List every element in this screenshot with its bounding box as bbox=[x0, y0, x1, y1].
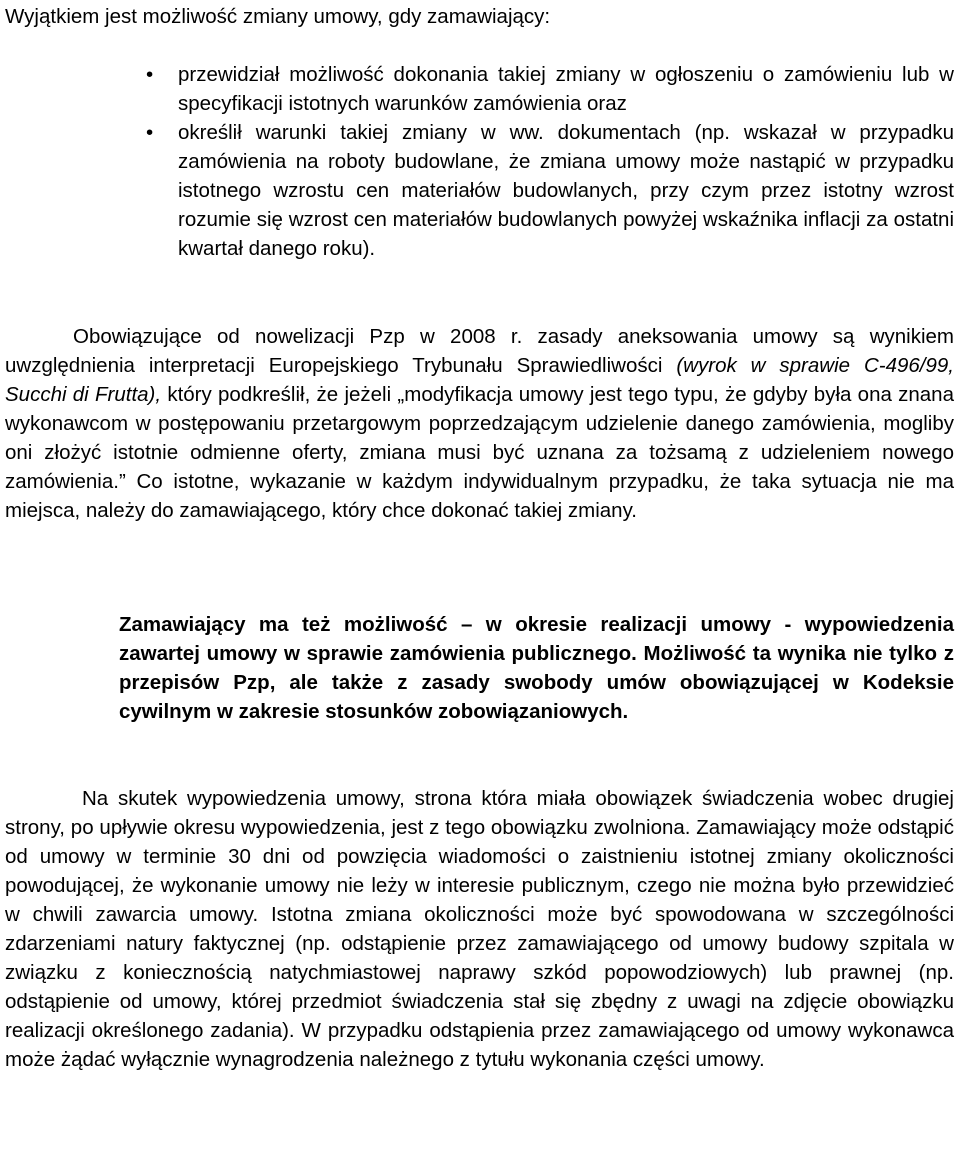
paragraph-termination-effects: Na skutek wypowiedzenia umowy, strona która miała obowiązek świadczenia wobec drugiej strony, po upływie okresu wypowiedzenia, jest z tego obowiązku zwolniona. Zamawiający może odstąpić od umowy w terminie 30 dni od powzięcia wiadomości o zaistnieniu istotnej zmiany okoliczności powodującej, że wykonanie umowy nie leży w interesie publicznym, czego nie można było przewidzieć w chwili zawarcia umowy. Istotna zmiana okoliczności może być spowodowana w szczególności zdarzeniami natury faktycznej (np. odstąpienie przez zamawiającego od umowy budowy szpitala w związku z koniecznością natychmiastowej naprawy szkód popowodziowych) lub prawnej (np. odstąpienie od umowy, której przedmiot świadczenia stał się zbędny z uwagi na zdjęcie obowiązku realizacji określonego zadania). W przypadku odstąpienia przez zamawiającego od umowy wykonawca może żądać wyłącznie wynagrodzenia należnego z tytułu wykonania części umowy. bbox=[5, 787, 954, 1071]
paragraph-termination-bold: Zamawiający ma też możliwość – w okresie realizacji umowy - wypowiedzenia zawartej umowy w sprawie zamówienia publicznego. Możliwość ta wynika nie tylko z przepisów Pzp, ale także z zasady swobody umów obowiązującej w Kodeksie cywilnym w zakresie stosunków zobowiązaniowych. bbox=[119, 613, 954, 723]
list-item bbox=[5, 60, 954, 118]
bullet-icon: • bbox=[146, 63, 154, 86]
intro-text: Wyjątkiem jest możliwość zmiany umowy, gdy zamawiający: bbox=[5, 5, 551, 28]
list-item bbox=[5, 118, 954, 263]
case-citation: (wyrok w sprawie C-496/99, Succhi di Frutta), bbox=[5, 354, 954, 406]
paragraph-amendment-rules bbox=[5, 322, 954, 525]
list-item-text: określił warunki takiej zmiany w ww. dokumentach (np. wskazał w przypadku zamówienia na roboty budowlane, że zmiana umowy może nastąpić w przypadku istotnego wzrostu cen materiałów budowlanych, przy czym przez istotny wzrost rozumie się wzrost cen materiałów budowlanych powyżej wskaźnika inflacji za ostatni kwartał danego roku). bbox=[178, 121, 954, 260]
bullet-icon: • bbox=[146, 121, 154, 144]
list-item-text: przewidział możliwość dokonania takiej zmiany w ogłoszeniu o zamówieniu lub w specyfikacji istotnych warunków zamówienia oraz bbox=[178, 63, 954, 115]
paragraph-text: Obowiązujące od nowelizacji Pzp w 2008 r. zasady aneksowania umowy są wynikiem uwzględnienia interpretacji Europejskiego Trybunału Sprawiedliwości bbox=[5, 325, 954, 377]
conditions-list bbox=[5, 60, 954, 263]
paragraph-text: który podkreślił, że jeżeli „modyfikacja umowy jest tego typu, że gdyby była ona znana wykonawcom w postępowaniu przetargowym poprzedzającym udzielenie danego zamówienia, mogliby oni złożyć istotnie odmienne oferty, zmiana musi być uznana za tożsamą z udzieleniem nowego zamówienia.” Co istotne, wykazanie w każdym indywidualnym przypadku, że taka sytuacja nie ma miejsca, należy do zamawiającego, który chce dokonać takiej zmiany. bbox=[5, 383, 954, 522]
